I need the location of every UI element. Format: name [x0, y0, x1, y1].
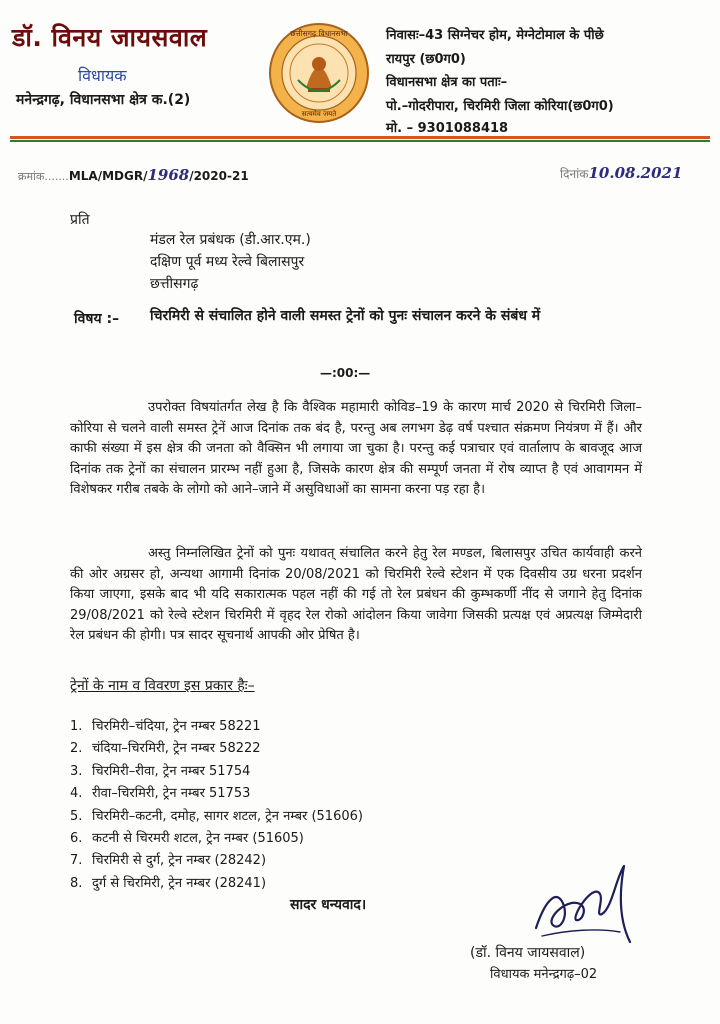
header-rule-green: [10, 140, 710, 142]
prati-label: प्रति: [70, 212, 90, 228]
signatory-name: (डॉ. विनय जायसवाल): [470, 945, 586, 961]
reference-date: दिनांक10.08.2021: [560, 164, 683, 182]
list-item: 5. चिरमिरी–कटनी, दमोह, सागर शटल, ट्रेन नम्बर (51606): [70, 808, 363, 824]
reference-number: क्रमांक.......MLA/MDGR/1968/2020-21: [18, 166, 249, 184]
recipient-line: छत्तीसगढ़: [150, 276, 199, 292]
list-item: 1. चिरमिरी–चंदिया, ट्रेन नम्बर 58221: [70, 719, 261, 734]
header-rule-saffron: [10, 136, 710, 139]
letterhead-constituency: मनेन्द्रगढ़, विधानसभा क्षेत्र क.(2): [16, 92, 191, 108]
address-line: विधानसभा क्षेत्र का पताः–: [386, 75, 508, 90]
assembly-seal-icon: [268, 22, 370, 124]
letterhead-name: डॉ. विनय जायसवाल: [12, 23, 208, 52]
address-line: पो.–गोदरीपारा, चिरमिरी जिला कोरिया(छ0ग0): [386, 99, 614, 114]
signatory-designation: विधायक मनेन्द्रगढ़–02: [490, 967, 598, 982]
letterhead-title: विधायक: [78, 66, 127, 85]
body-paragraph-1: उपरोक्त विषयांतर्गत लेख है कि वैश्विक महामारी कोविड–19 के कारण मार्च 2020 से चिरमिरी जिला–कोरिया से चलने वाली समस्त ट्रेनें आज दिनांक तक बंद है, परन्तु अब लगभग डेढ़ वर्ष पश्चात संक्रमण नियंत्रण में हैं। और काफी संख्या में इस क्षेत्र की जनता को वैक्सिन भी लगाया जा चुका है। परन्तु कई पत्राचार एवं वार्तालाप के बावजूद आज दिनांक तक ट्रेनों का संचालन प्रारम्भ नहीं हुआ है, जिसके कारण क्षेत्र की सम्पूर्ण जनता में रोष व्याप्त है एवं आवागमन में विशेषकर गरीब तबके के लोगो को आने–जाने में असुविधाओं का सामना करना पड़ रहा है।: [70, 400, 642, 498]
address-line: रायपुर (छ0ग0): [386, 52, 466, 67]
address-line: निवासः–43 सिग्नेचर होम, मेग्नेटोमाल के पीछे: [386, 28, 604, 43]
list-item: 2. चंदिया–चिरमिरी, ट्रेन नम्बर 58222: [70, 741, 261, 757]
train-list-heading: ट्रेनों के नाम व विवरण इस प्रकार हैः–: [70, 678, 255, 694]
recipient-line: मंडल रेल प्रबंधक (डी.आर.एम.): [150, 232, 311, 248]
subject-label: विषय :–: [74, 311, 120, 327]
seal-text-bottom: सत्यमेव जयते: [301, 110, 337, 118]
phone-line: मो. – 9301088418: [386, 121, 509, 136]
list-item: 4. रीवा–चिरमिरी, ट्रेन नम्बर 51753: [70, 786, 251, 802]
date-handwritten: 10.08.2021: [588, 164, 683, 182]
subject-text: चिरमिरी से संचालित होने वाली समस्त ट्रेनों को पुनः संचालन करने के संबंध में: [150, 308, 541, 324]
recipient-line: दक्षिण पूर्व मध्य रेल्वे बिलासपुर: [150, 254, 305, 270]
train-list: [70, 716, 363, 895]
reference-number-handwritten: 1968: [147, 166, 190, 184]
closing-thanks: सादर धन्यवाद।: [290, 897, 367, 913]
list-item: 6. कटनी से चिरमरी शटल, ट्रेन नम्बर (51605): [70, 830, 304, 846]
seal-text-top: छत्तीसगढ़ विधानसभा: [290, 29, 348, 38]
list-item: 7. चिरमिरी से दुर्ग, ट्रेन नम्बर (28242): [70, 853, 267, 869]
list-item: 8. दुर्ग से चिरमिरी, ट्रेन नम्बर (28241): [70, 875, 267, 891]
body-paragraph-2: अस्तु निम्नलिखित ट्रेनों को पुनः यथावत् संचालित करने हेतु रेल मण्डल, बिलासपुर उचित कार्यवाही करने की ओर अग्रसर हो, अन्यथा आगामी दिनांक 20/08/2021 को चिरमिरी रेल्वे स्टेशन में एक दिवसीय उग्र धरना प्रदर्शन किया जाएगा, इसके बाद भी यदि सकारात्मक पहल नहीं की गई तो रेल प्रबंधन की कुम्भकर्णी नींद से जगाने हेतु दिनांक 29/08/2021 को रेल्वे स्टेशन चिरमिरी में वृहद रेल रोको आंदोलन किया जावेगा जिसकी प्रत्यक्ष एवं अप्रत्यक्ष जिम्मेदारी रेल प्रबंधन की होगी। पत्र सादर सूचनार्थ आपकी ओर प्रेषित है।: [70, 546, 642, 644]
signature-icon: [528, 858, 638, 946]
list-item: 3. चिरमिरी–रीवा, ट्रेन नम्बर 51754: [70, 763, 251, 779]
separator: —:00:—: [320, 366, 371, 380]
